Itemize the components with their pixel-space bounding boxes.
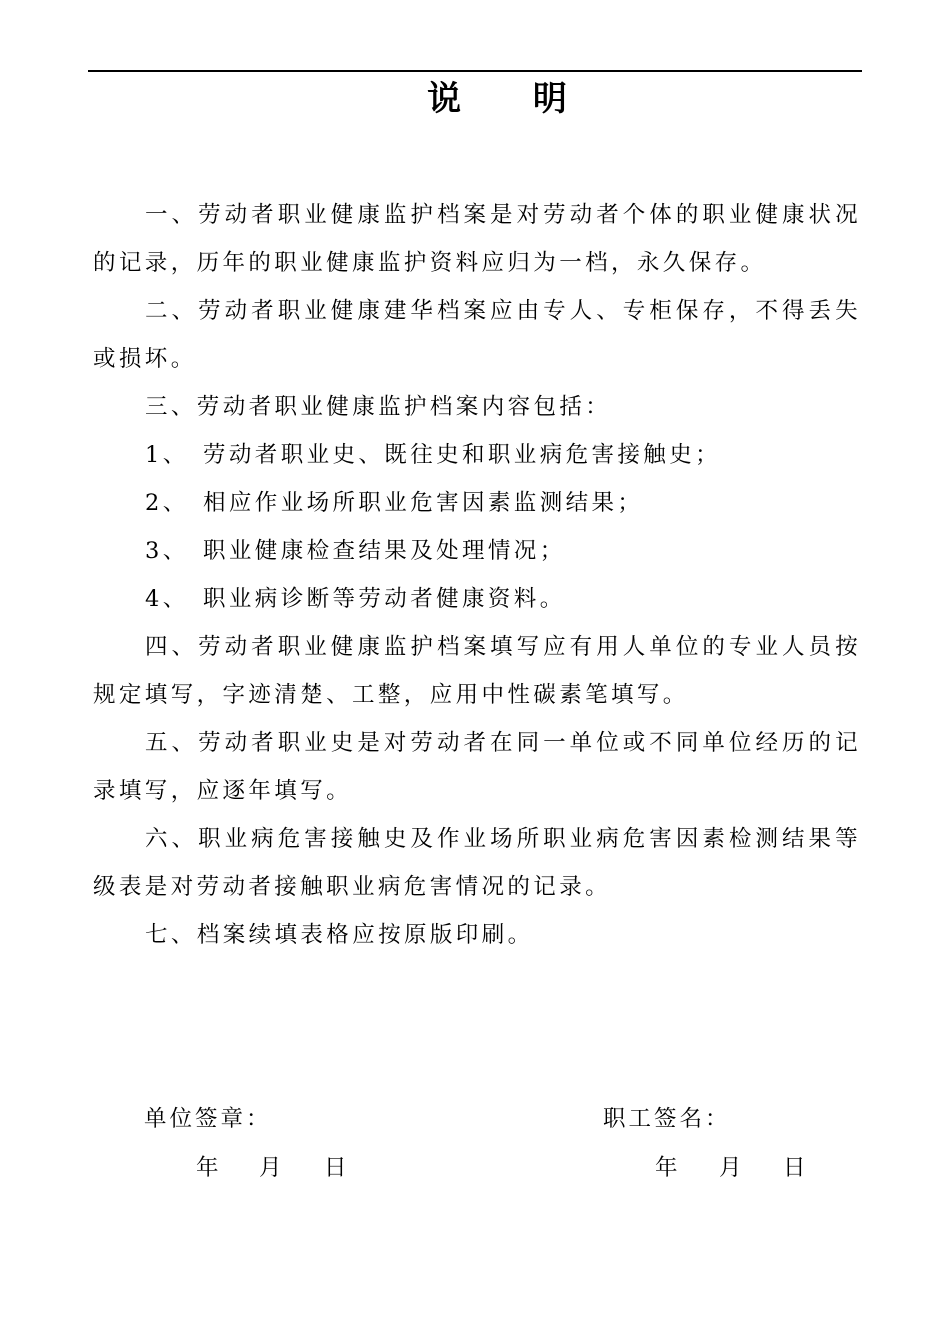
worker-date-line (0, 1152, 950, 1184)
worker-date-year: 年 (655, 1155, 678, 1181)
paragraph-2: 二、劳动者职业健康建华档案应由专人、专柜保存，不得丢失或损坏。 (93, 298, 861, 372)
list-item-text: 劳动者职业史、既往史和职业病危害接触史； (203, 442, 722, 468)
top-rule (88, 70, 862, 72)
paragraph-6: 六、职业病危害接触史及作业场所职业病危害因素检测结果等级表是对劳动者接触职业病危害情况的记录。 (93, 826, 861, 900)
paragraph-1: 一、劳动者职业健康监护档案是对劳动者个体的职业健康状况的记录，历年的职业健康监护资料应归为一档，永久保存。 (93, 202, 861, 276)
list-item (93, 527, 861, 575)
unit-date-day: 日 (324, 1155, 347, 1181)
page-title: 说 明 (427, 79, 597, 119)
list-item (93, 575, 861, 623)
list-item-number: 2、 (145, 490, 189, 516)
paragraph-5: 五、劳动者职业史是对劳动者在同一单位或不同单位经历的记录填写，应逐年填写。 (93, 730, 861, 804)
unit-date-year: 年 (196, 1155, 219, 1181)
instructions-body (93, 191, 861, 959)
paragraph-7: 七、档案续填表格应按原版印刷。 (145, 922, 534, 948)
worker-signature-label: 职工签名： (603, 1106, 731, 1132)
list-item (93, 479, 861, 527)
list-item-text: 职业健康检查结果及处理情况； (203, 538, 566, 564)
list-item-number: 3、 (145, 538, 189, 564)
worker-date-month: 月 (719, 1155, 742, 1181)
paragraph-4: 四、劳动者职业健康监护档案填写应有用人单位的专业人员按规定填写，字迹清楚、工整，应用中性碳素笔填写。 (93, 634, 861, 708)
list-item-text: 相应作业场所职业危害因素监测结果； (203, 490, 644, 516)
unit-date-month: 月 (259, 1155, 282, 1181)
list-item-number: 4、 (145, 586, 189, 612)
list-item-number: 1、 (145, 442, 189, 468)
paragraph-3: 三、劳动者职业健康监护档案内容包括： (145, 394, 612, 420)
list-item-text: 职业病诊断等劳动者健康资料。 (203, 586, 566, 612)
unit-seal-label: 单位签章： (144, 1106, 272, 1132)
list-item (93, 431, 861, 479)
worker-date-day: 日 (783, 1155, 806, 1181)
